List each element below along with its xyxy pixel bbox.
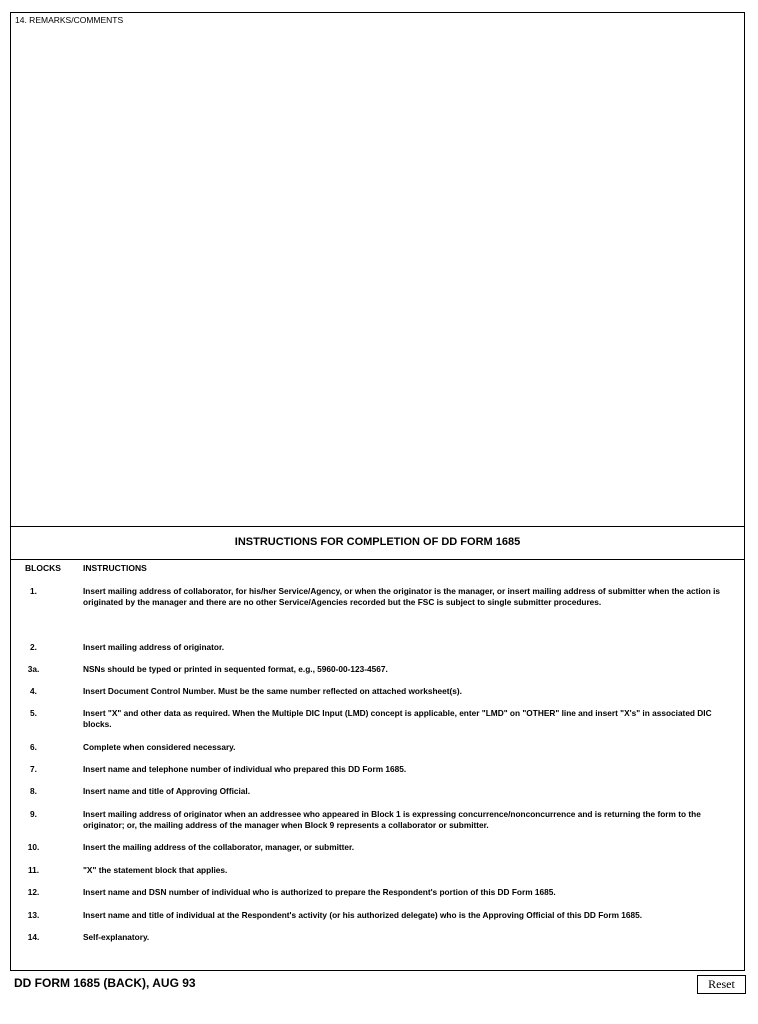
instruction-text: "X" the statement block that applies. [83,865,228,875]
block-number: 4. [30,686,37,696]
instruction-text: Insert mailing address of originator when an addressee who appeared in Block 1 is expressing concurrence/nonconcurrence and is returning the form to the originator; or, the mailing address of the manager when Block 9 represents a collaborator or submitter. [83,809,701,830]
form-frame [10,12,745,971]
block-number: 3a. [27,664,40,674]
instruction-text: Insert name and DSN number of individual who is authorized to prepare the Respondent's portion of this DD Form 1685. [83,887,556,897]
block-number: 13. [27,910,40,920]
block-number: 6. [30,742,37,752]
blocks-column-header: BLOCKS [25,563,61,573]
block-number: 11. [27,865,40,875]
instruction-text: Insert name and title of Approving Official. [83,786,251,796]
instruction-text: Insert "X" and other data as required. When the Multiple DIC Input (LMD) concept is applicable, enter "LMD" on "OTHER" line and insert "X's" in associated DIC blocks. [83,708,712,729]
remarks-section [11,13,744,527]
form-id-footer: DD FORM 1685 (BACK), AUG 93 [14,976,196,990]
block-number: 14. [27,932,40,942]
instruction-text: Complete when considered necessary. [83,742,236,752]
remarks-label: 14. REMARKS/COMMENTS [15,15,124,25]
instructions-column-header: INSTRUCTIONS [83,563,147,573]
instruction-text: Insert the mailing address of the collaborator, manager, or submitter. [83,842,355,852]
block-number: 2. [30,642,37,652]
block-number: 9. [30,809,37,819]
instruction-text: Insert Document Control Number. Must be the same number reflected on attached worksheet(s). [83,686,462,696]
block-number: 5. [30,708,37,718]
instruction-text: Insert mailing address of collaborator, for his/her Service/Agency, or when the originator is the manager, or insert mailing address of submitter when the action is originated by the manager and there are no other Service/Agencies recorded but the FSC is subject to single submitter procedures. [83,586,721,607]
block-number: 7. [30,764,37,774]
remarks-input[interactable] [11,29,748,528]
reset-button[interactable]: Reset [697,975,746,994]
instruction-text: NSNs should be typed or printed in sequented format, e.g., 5960-00-123-4567. [83,664,388,674]
instruction-text: Insert name and title of individual at the Respondent's activity (or his authorized delegate) who is the Approving Official of this DD Form 1685. [83,910,643,920]
instruction-text: Self-explanatory. [83,932,150,942]
instruction-text: Insert name and telephone number of individual who prepared this DD Form 1685. [83,764,407,774]
block-number: 10. [27,842,40,852]
instructions-title: INSTRUCTIONS FOR COMPLETION OF DD FORM 1685 [11,526,744,560]
block-number: 8. [30,786,37,796]
block-number: 12. [27,887,40,897]
block-number: 1. [30,586,37,596]
instruction-text: Insert mailing address of originator. [83,642,225,652]
